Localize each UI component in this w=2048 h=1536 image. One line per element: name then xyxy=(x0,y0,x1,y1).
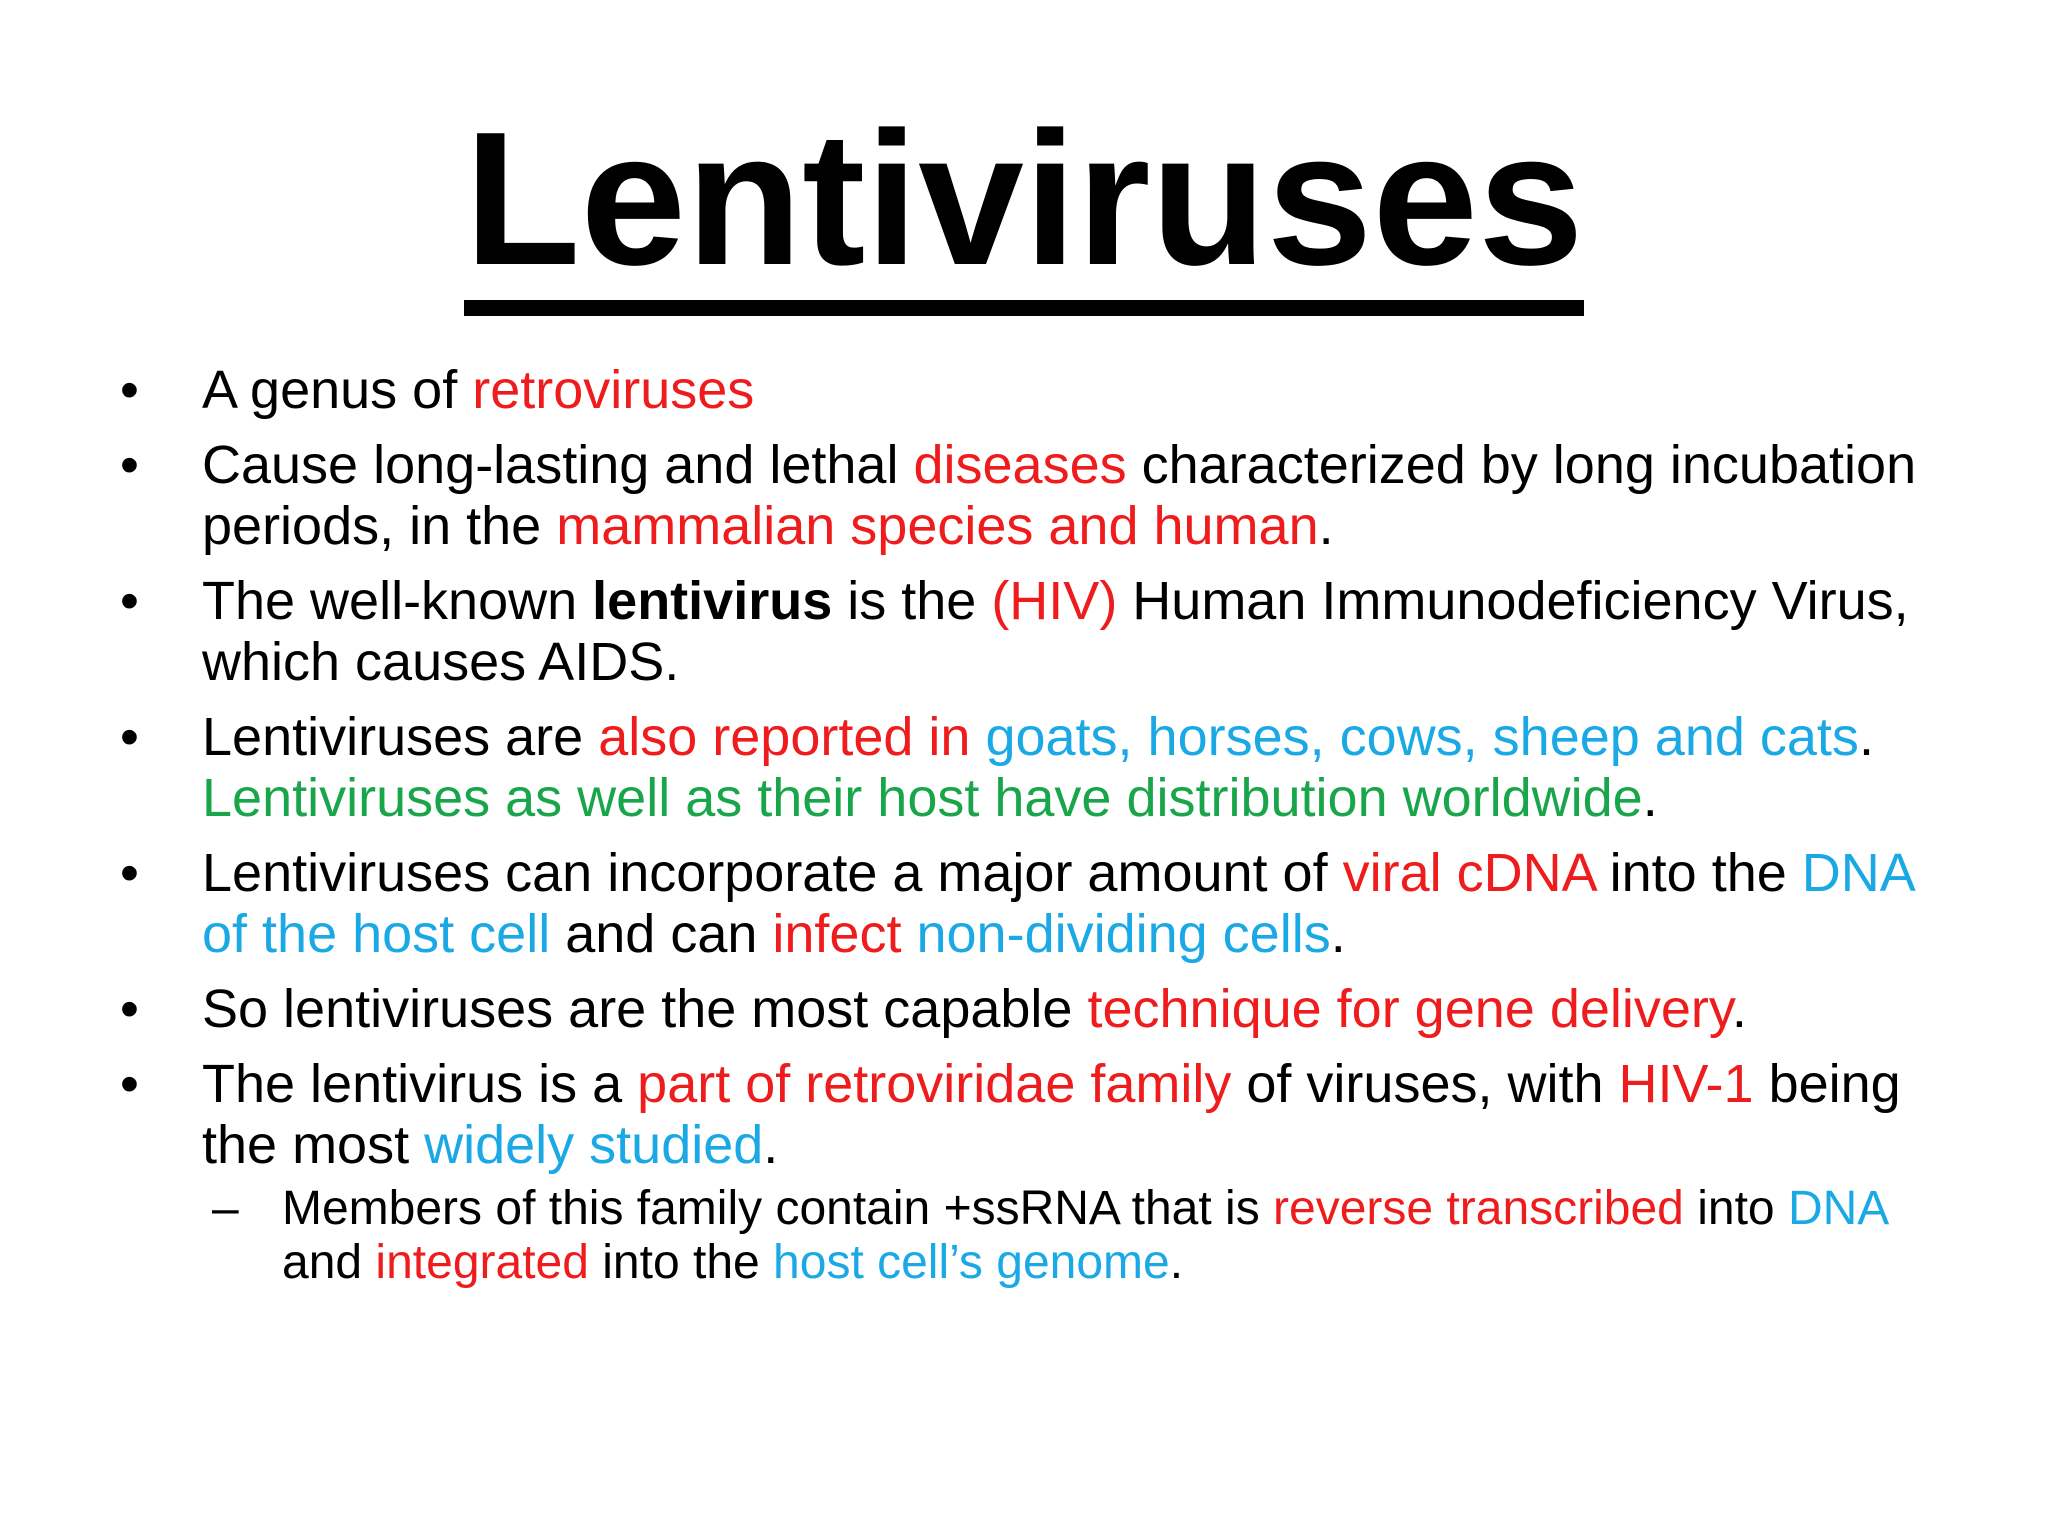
text-segment: The well-known xyxy=(202,571,593,631)
text-segment: . xyxy=(763,1115,779,1175)
text-segment: into the xyxy=(1594,843,1802,903)
text-segment: goats, horses, cows, sheep and cats xyxy=(985,707,1859,767)
text-segment: Lentiviruses as well as their host have distribution worldwide xyxy=(202,768,1643,828)
text-segment: Members of this family contain +ssRNA that is xyxy=(282,1182,1274,1235)
text-segment: characterized by long incubation periods, in the xyxy=(202,435,1917,556)
text-segment: . xyxy=(1318,496,1334,556)
text-segment: retroviruses xyxy=(472,360,755,420)
text-segment: part of retroviridae family xyxy=(637,1054,1232,1114)
bullet-marker: • xyxy=(120,360,139,420)
bullet-item xyxy=(120,843,1960,965)
text-segment: non-dividing cells xyxy=(916,904,1331,964)
text-segment: being the most xyxy=(202,1054,1901,1175)
text-segment: also reported in xyxy=(598,707,986,767)
text-segment: infect xyxy=(772,904,902,964)
text-segment: Lentiviruses can incorporate a major amount of xyxy=(202,843,1343,903)
bullet-marker: • xyxy=(120,435,139,495)
text-segment: widely studied xyxy=(424,1115,764,1175)
text-segment: The lentivirus is a xyxy=(202,1054,638,1114)
text-segment: reverse transcribed xyxy=(1273,1182,1684,1235)
bullet-marker: • xyxy=(120,707,139,767)
text-segment: technique for gene delivery xyxy=(1087,979,1732,1039)
sub-bullet-text xyxy=(282,1182,1887,1289)
bullet-item xyxy=(120,435,1960,557)
bullet-item xyxy=(120,360,1960,421)
bullet-item xyxy=(120,707,1960,829)
bullet-marker: • xyxy=(120,571,139,631)
text-segment: . xyxy=(1731,979,1747,1039)
text-segment: host cell’s genome xyxy=(773,1236,1170,1289)
bullet-marker: • xyxy=(120,1054,139,1114)
text-segment: . xyxy=(1330,904,1346,964)
bullet-marker: • xyxy=(120,979,139,1039)
text-segment: diseases xyxy=(913,435,1127,495)
text-segment: Cause long-lasting and lethal xyxy=(202,435,914,495)
text-segment xyxy=(901,904,916,964)
text-segment: into xyxy=(1683,1182,1788,1235)
text-segment: DNA xyxy=(1787,1182,1887,1235)
bullet-item xyxy=(120,571,1960,693)
dash-marker: – xyxy=(212,1182,239,1235)
text-segment: A genus of xyxy=(202,360,473,420)
text-segment: HIV-1 xyxy=(1618,1054,1754,1114)
bullet-list xyxy=(120,360,1960,1304)
text-segment: Human Immunodeficiency Virus, which causes AIDS. xyxy=(202,571,1909,692)
bullet-marker: • xyxy=(120,843,139,903)
text-segment: . xyxy=(1858,707,1874,767)
text-segment: and can xyxy=(550,904,773,964)
text-segment: lentivirus xyxy=(592,571,833,631)
bullet-text xyxy=(202,707,1874,828)
bullet-item xyxy=(120,979,1960,1040)
bullet-text xyxy=(202,843,1913,964)
bullet-text xyxy=(202,360,754,420)
text-segment: integrated xyxy=(375,1236,589,1289)
text-segment: So lentiviruses are the most capable xyxy=(202,979,1088,1039)
text-segment: . xyxy=(1169,1236,1184,1289)
text-segment: viral cDNA xyxy=(1342,843,1595,903)
text-segment: DNA of the host cell xyxy=(202,843,1913,964)
slide-title-text: Lentiviruses xyxy=(464,100,1583,316)
bullet-text xyxy=(202,1054,1901,1175)
text-segment: is the xyxy=(832,571,992,631)
bullet-item xyxy=(120,1054,1960,1290)
text-segment: of viruses, with xyxy=(1231,1054,1619,1114)
slide-title xyxy=(0,95,2048,316)
sub-bullet-item xyxy=(212,1182,1960,1290)
text-segment: and xyxy=(282,1236,376,1289)
bullet-text xyxy=(202,571,1909,692)
text-segment: . xyxy=(1642,768,1658,828)
sub-bullet-list xyxy=(202,1182,1960,1290)
bullet-text xyxy=(202,979,1747,1039)
text-segment: mammalian species and human xyxy=(556,496,1319,556)
text-segment: Lentiviruses are xyxy=(202,707,599,767)
text-segment: into the xyxy=(588,1236,774,1289)
text-segment: (HIV) xyxy=(991,571,1118,631)
bullet-text xyxy=(202,435,1916,556)
